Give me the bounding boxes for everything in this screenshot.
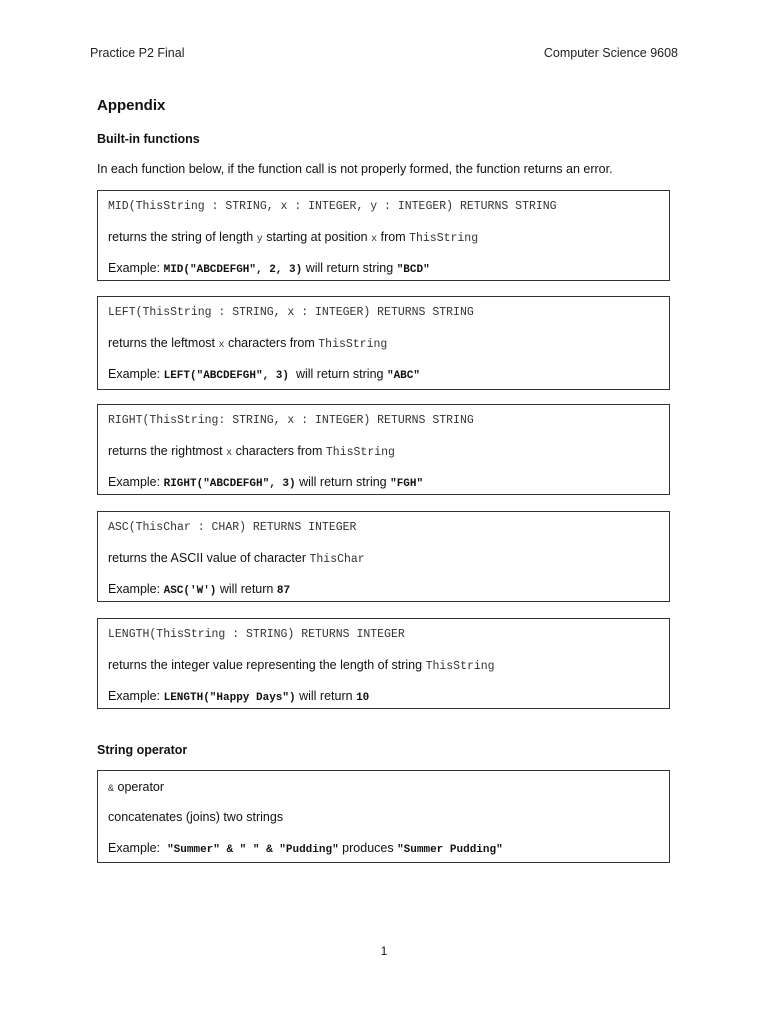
operator-box-concat	[97, 770, 670, 863]
operator-signature: & operator	[108, 780, 165, 795]
function-signature: ASC(ThisChar : CHAR) RETURNS INTEGER	[108, 521, 357, 534]
function-box-right	[97, 404, 670, 495]
function-description: returns the leftmost x characters from ThisString	[108, 336, 388, 351]
function-example: Example: RIGHT("ABCDEFGH", 3) will return string "FGH"	[108, 475, 424, 490]
function-signature: LENGTH(ThisString : STRING) RETURNS INTEGER	[108, 628, 405, 641]
function-example: Example: LENGTH("Happy Days") will return 10	[108, 689, 370, 704]
function-example: Example: ASC('W') will return 87	[108, 582, 291, 597]
header-right-title: Computer Science 9608	[543, 46, 678, 60]
function-signature: RIGHT(ThisString: STRING, x : INTEGER) RETURNS STRING	[108, 414, 474, 427]
operator-description: concatenates (joins) two strings	[108, 810, 284, 824]
function-description: returns the ASCII value of character ThisChar	[108, 551, 365, 566]
builtin-functions-heading: Built-in functions	[97, 132, 200, 146]
function-description: returns the string of length y starting at position x from ThisString	[108, 230, 479, 245]
appendix-title: Appendix	[97, 97, 166, 114]
function-box-left	[97, 296, 670, 390]
function-box-asc	[97, 511, 670, 602]
operator-example: Example: "Summer" & " " & "Pudding" produces "Summer Pudding"	[108, 841, 503, 856]
function-box-mid	[97, 190, 670, 281]
function-description: returns the integer value representing the length of string ThisString	[108, 658, 495, 673]
function-signature: LEFT(ThisString : STRING, x : INTEGER) RETURNS STRING	[108, 306, 474, 319]
string-operator-heading: String operator	[97, 743, 188, 757]
function-example: Example: MID("ABCDEFGH", 2, 3) will return string "BCD"	[108, 261, 430, 276]
intro-text: In each function below, if the function call is not properly formed, the function returns an error.	[97, 162, 613, 176]
header-left-title: Practice P2 Final	[90, 46, 185, 60]
function-description: returns the rightmost x characters from ThisString	[108, 444, 395, 459]
function-box-length	[97, 618, 670, 709]
function-example: Example: LEFT("ABCDEFGH", 3) will return string "ABC"	[108, 367, 420, 382]
page-number: 1	[380, 944, 388, 958]
function-signature: MID(ThisString : STRING, x : INTEGER, y : INTEGER) RETURNS STRING	[108, 200, 557, 213]
